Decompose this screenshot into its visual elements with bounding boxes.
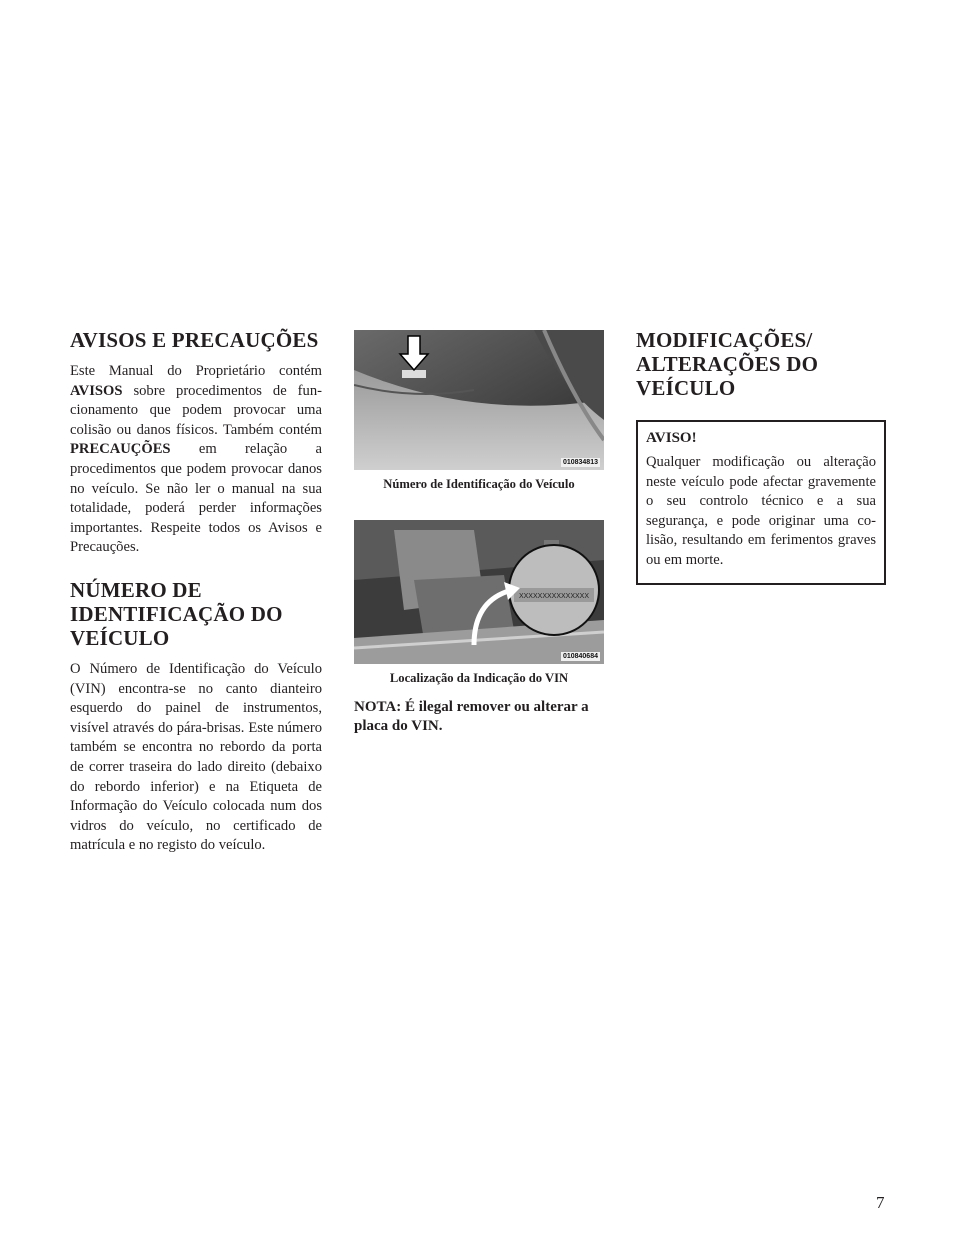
vin-label-text: XXXXXXXXXXXXXXX: [518, 593, 590, 600]
vin-paragraph: O Número de Identificação do Veículo (VIN) encontra-se no canto dianteiro esquerdo do painel de instrumentos, visível através do pára-brisas. Este número também se encontra no rebordo da porta de correr traseira do lado direito (debaixo do rebordo inferior) e na Etiqueta de Informação do Veículo colocada num dos vidros do veículo, no certificado de matrícula e no registo do veículo.: [70, 660, 322, 854]
avisos-text-2: sobre procedimentos de funcionamento que podem provocar uma colisão ou danos físicos. Também contém: [70, 382, 322, 438]
avisos-text-3: em relação a procedimentos que podem provocar danos no veículo. Se não ler o manual na sua totalidade, poderá perder informações importantes. Respeite todos os Avisos e Precauções.: [70, 441, 322, 556]
note-vin-plate: NOTA: É ilegal remover ou alterar a placa do VIN.: [354, 699, 589, 734]
right-column: [636, 328, 886, 585]
vin-title-line-3: VEÍCULO: [70, 625, 170, 650]
figure-caption-1: Número de Identificação do Veículo: [383, 477, 575, 491]
left-column: [70, 328, 322, 876]
section-heading-modificacoes: [636, 328, 886, 400]
modificacoes-title-line-2: ALTERAÇÕES DO: [636, 352, 819, 376]
avisos-bold-avisos: AVISOS: [70, 382, 123, 399]
middle-column: [354, 330, 604, 736]
section-heading-vin: [70, 578, 322, 650]
warning-box: [636, 420, 886, 585]
figure-caption-2: Localização da Indicação do VIN: [389, 671, 569, 685]
avisos-bold-precaucoes: PRECAUÇÕES: [70, 441, 171, 458]
figure-id-1: 010834813: [562, 459, 598, 466]
figure-id-2: 010840684: [562, 653, 598, 660]
figure-door-sill-vin: [354, 520, 604, 664]
warning-text: Qualquer modificação ou alteração neste veículo pode afectar gravemente o seu controlo técnico e a sua segurança, e pode originar uma colisão, resultando em ferimentos graves ou em morte.: [646, 454, 876, 568]
dashboard-illustration: [354, 330, 604, 470]
modificacoes-title-line-3: VEÍCULO: [636, 376, 736, 400]
avisos-text-1: Este Manual do Proprietário contém: [70, 363, 322, 379]
modificacoes-title-line-1: MODIFICAÇÕES/: [636, 328, 813, 352]
page-number: 7: [876, 1193, 885, 1212]
warning-title: AVISO!: [646, 430, 697, 446]
vin-plate: [402, 370, 426, 378]
vin-title-line-1: NÚMERO DE: [70, 577, 202, 602]
figure-dashboard-vin: [354, 330, 604, 470]
section-heading-avisos: AVISOS E PRECAUÇÕES: [70, 328, 319, 352]
avisos-paragraph: [70, 362, 322, 558]
vin-title-line-2: IDENTIFICAÇÃO DO: [70, 601, 283, 626]
door-sill-illustration: [354, 520, 604, 664]
